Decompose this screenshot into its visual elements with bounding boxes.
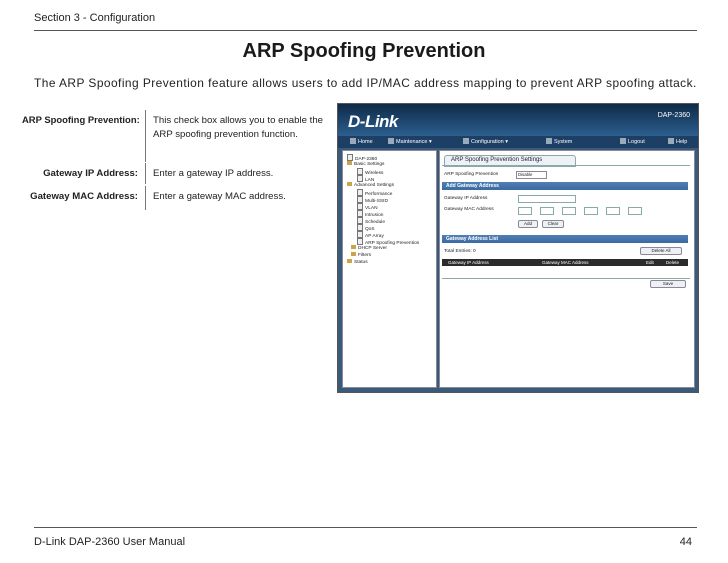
footer-manual-title: D-Link DAP-2360 User Manual	[34, 536, 186, 548]
page-title: ARP Spoofing Prevention	[242, 40, 486, 62]
config-icon	[463, 138, 469, 144]
col-delete: Delete	[666, 260, 680, 265]
tree-item[interactable]: Filters	[351, 252, 371, 258]
divider-line	[145, 186, 146, 210]
tree-item[interactable]: VLAN	[357, 203, 378, 211]
tree-item[interactable]: Status	[347, 259, 368, 265]
gateway-list-header: Gateway Address List	[442, 235, 688, 243]
nav-help[interactable]: Help	[668, 138, 687, 145]
folder-icon	[347, 161, 352, 165]
add-button[interactable]: Add	[518, 220, 538, 228]
folder-icon	[347, 182, 352, 186]
nav-maintenance[interactable]: Maintenance ▾	[388, 138, 432, 145]
divider-line	[145, 110, 146, 162]
folder-icon	[351, 252, 356, 256]
col-edit: Edit	[646, 260, 654, 265]
page-icon	[357, 189, 363, 196]
page-number: 44	[679, 536, 692, 548]
page-icon	[357, 175, 363, 182]
total-entries: Total Entries: 0	[444, 249, 476, 254]
tree-item[interactable]: Intrusion	[357, 210, 383, 218]
screenshot-header	[338, 104, 698, 136]
tree-item[interactable]: Multi-SSID	[357, 196, 388, 204]
tree-item[interactable]: Basic Settings	[347, 161, 384, 167]
def-gateway-ip: Enter a gateway IP address.	[153, 168, 274, 179]
mac-label: Gateway MAC Address	[444, 207, 494, 212]
logout-icon	[620, 138, 626, 144]
mac-octet-5[interactable]	[606, 207, 620, 215]
footer-rule	[34, 527, 697, 528]
system-icon	[546, 138, 552, 144]
term-gateway-mac: Gateway MAC Address:	[30, 191, 138, 202]
section-label: Section 3 - Configuration	[34, 12, 156, 24]
mac-octet-1[interactable]	[518, 207, 532, 215]
col-ip: Gateway IP Address	[448, 260, 489, 265]
col-mac: Gateway MAC Address	[542, 260, 589, 265]
mac-octet-4[interactable]	[584, 207, 598, 215]
tree-item[interactable]: LAN	[357, 175, 374, 183]
model-label: DAP-2360	[657, 112, 690, 119]
term-gateway-ip: Gateway IP Address:	[43, 168, 138, 179]
divider-line	[145, 163, 146, 184]
page-icon	[357, 210, 363, 217]
gateway-ip-input[interactable]	[518, 195, 576, 203]
folder-icon	[347, 259, 352, 263]
tree-item[interactable]: Advanced Settings	[347, 182, 394, 188]
page-icon	[357, 238, 363, 245]
mac-octet-6[interactable]	[628, 207, 642, 215]
page-icon	[357, 224, 363, 231]
mac-octet-3[interactable]	[562, 207, 576, 215]
nav-logout[interactable]: Logout	[620, 138, 645, 145]
screenshot-nav	[338, 136, 698, 148]
nav-home[interactable]: Home	[350, 138, 373, 145]
tree-item[interactable]: Wireless	[357, 168, 383, 176]
header-rule	[34, 30, 697, 31]
list-header-row	[442, 259, 688, 266]
arp-label: ARP Spoofing Prevention	[444, 172, 499, 177]
tree-item[interactable]: Schedule	[357, 217, 385, 225]
clear-button[interactable]: Clear	[542, 220, 564, 228]
nav-configuration[interactable]: Configuration ▾	[463, 138, 508, 145]
nav-tree	[342, 150, 437, 388]
arp-select[interactable]: Disable	[516, 171, 547, 179]
tree-item[interactable]: DAP-2360	[347, 154, 377, 162]
tree-item[interactable]: Performance	[357, 189, 392, 197]
ip-label: Gateway IP Address	[444, 196, 488, 201]
delete-all-button[interactable]: Delete All	[640, 247, 682, 255]
def-gateway-mac: Enter a gateway MAC address.	[153, 191, 286, 202]
dlink-logo: D-Link	[348, 112, 398, 131]
page-icon	[357, 196, 363, 203]
tree-item[interactable]: DHCP Server	[351, 245, 387, 251]
mac-octet-2[interactable]	[540, 207, 554, 215]
page-icon	[357, 203, 363, 210]
help-icon	[668, 138, 674, 144]
page-icon	[347, 154, 353, 161]
tree-item[interactable]: AP Array	[357, 231, 384, 239]
term-arp-spoofing: ARP Spoofing Prevention:	[21, 115, 140, 126]
nav-system[interactable]: System	[546, 138, 572, 145]
panel-title-tab: ARP Spoofing Prevention Settings	[444, 155, 576, 167]
page-icon	[357, 231, 363, 238]
intro-text: The ARP Spoofing Prevention feature allows users to add IP/MAC address mapping to prevent ARP spoofing attack.	[34, 76, 697, 90]
home-icon	[350, 138, 356, 144]
tree-item[interactable]: QoS	[357, 224, 375, 232]
page-icon	[357, 217, 363, 224]
tree-item[interactable]: ARP Spoofing Prevention	[357, 238, 419, 246]
settings-panel	[439, 150, 695, 388]
save-button[interactable]: Save	[650, 280, 686, 288]
wrench-icon	[388, 138, 394, 144]
def-arp-spoofing: This check box allows you to enable the ARP spoofing prevention function.	[153, 115, 323, 140]
add-gateway-header: Add Gateway Address	[442, 182, 688, 190]
ui-screenshot	[337, 103, 699, 393]
page-icon	[357, 168, 363, 175]
folder-icon	[351, 245, 356, 249]
